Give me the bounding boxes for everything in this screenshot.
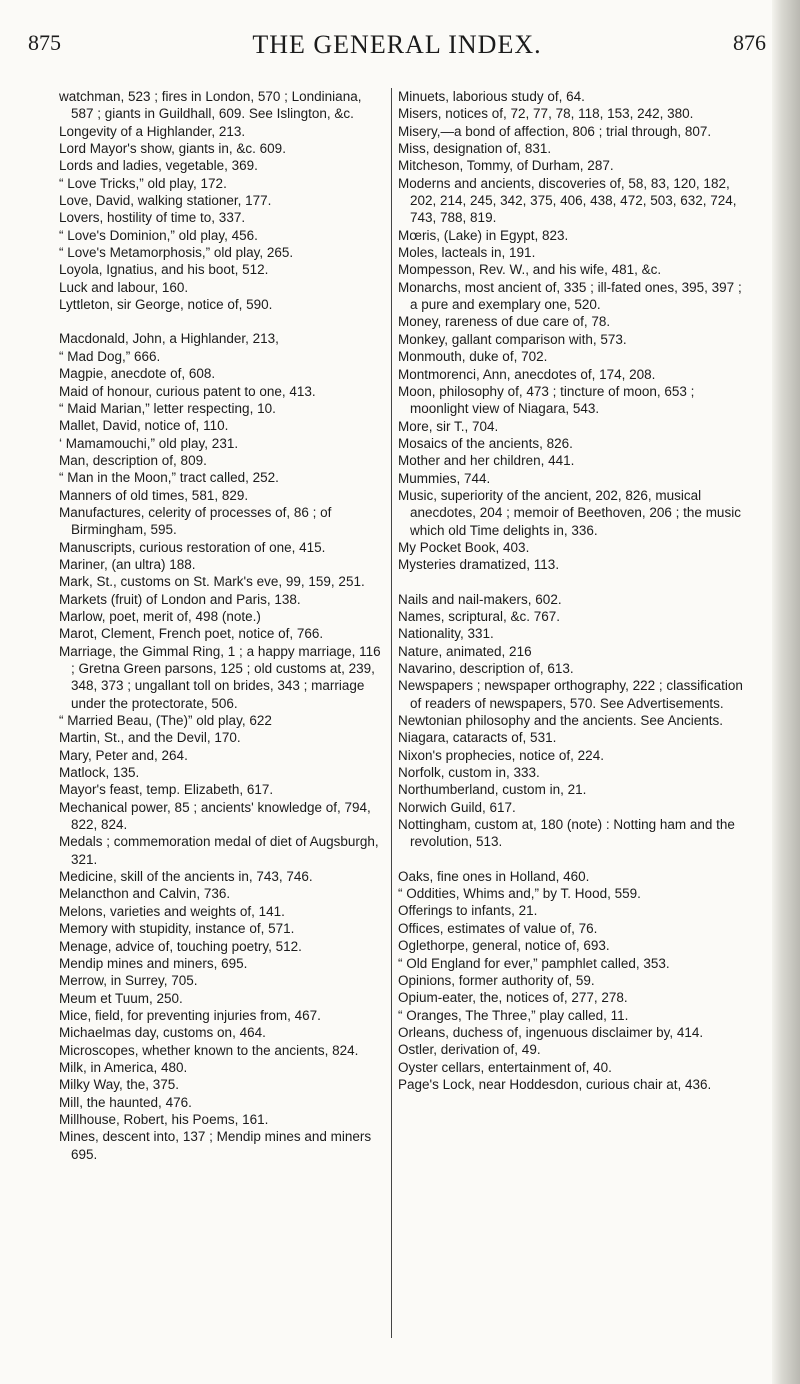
right-index-column (398, 88, 750, 1093)
index-entry: Melons, varieties and weights of, 141. (59, 903, 285, 919)
index-entry: Matlock, 135. (59, 765, 140, 781)
index-entry: “ Love's Dominion,” old play, 456. (59, 227, 258, 243)
index-entry: Nottingham, custom at, 180 (note) : Notting ham and the revolution, 513. (398, 817, 735, 850)
index-entry: ‘ Mamamouchi,” old play, 231. (59, 435, 239, 451)
index-entry: Macdonald, John, a Highlander, 213, (59, 331, 279, 347)
index-entry: “ Mad Dog,” 666. (59, 348, 161, 364)
index-entry: “ Man in the Moon,” tract called, 252. (59, 470, 279, 486)
index-entry: “ Love Tricks,” old play, 172. (59, 175, 227, 191)
index-entry: Offerings to infants, 21. (398, 903, 538, 919)
index-entry: Newspapers ; newspaper orthography, 222 ; classification of readers of newspapers, 570. See Advertisements. (398, 678, 743, 711)
index-entry: Mill, the haunted, 476. (59, 1094, 192, 1110)
index-entry: Mice, field, for preventing injuries from, 467. (59, 1007, 321, 1023)
index-entry: Mechanical power, 85 ; ancients' knowledge of, 794, 822, 824. (59, 799, 371, 833)
index-entry: Mitcheson, Tommy, of Durham, 287. (398, 158, 614, 174)
index-entry: Oyster cellars, entertainment of, 40. (398, 1059, 612, 1075)
left-page-number: 875 (28, 30, 61, 55)
index-entry: Music, superiority of the ancient, 202, 826, musical anecdotes, 204 ; memoir of Beethoven, 206 ; the music which old Time delights in, 336. (398, 487, 741, 538)
index-entry: Mayor's feast, temp. Elizabeth, 617. (59, 782, 274, 798)
index-entry: Mines, descent into, 137 ; Mendip mines and miners 695. (59, 1129, 372, 1162)
index-entry: Meum et Tuum, 250. (59, 990, 183, 1006)
index-entry: Michaelmas day, customs on, 464. (59, 1025, 266, 1041)
index-entry: Mysteries dramatized, 113. (398, 557, 560, 573)
index-entry: Moles, lacteals in, 191. (398, 245, 536, 261)
index-entry: Milky Way, the, 375. (59, 1077, 180, 1093)
index-entry: “ Maid Marian,” letter respecting, 10. (59, 400, 276, 416)
index-entry: Man, description of, 809. (59, 452, 207, 468)
index-entry: Merrow, in Surrey, 705. (59, 973, 198, 989)
index-entry: Lord Mayor's show, giants in, &c. 609. (59, 141, 286, 157)
index-entry: “ Love's Metamorphosis,” old play, 265. (59, 245, 294, 261)
index-entry: Microscopes, whether known to the ancients, 824. (59, 1042, 359, 1058)
index-entry: Loyola, Ignatius, and his boot, 512. (59, 262, 269, 278)
page-title: THE GENERAL INDEX. (252, 30, 542, 59)
index-entry: Monarchs, most ancient of, 335 ; ill-fated ones, 395, 397 ; a pure and exemplary one, 520. (398, 279, 742, 313)
index-entry: More, sir T., 704. (398, 418, 499, 434)
index-entry: Monkey, gallant comparison with, 573. (398, 331, 627, 347)
index-entry: “ Oranges, The Three,” play called, 11. (398, 1007, 629, 1023)
index-entry: Niagara, cataracts of, 531. (398, 730, 557, 746)
index-entry: Ostler, derivation of, 49. (398, 1042, 541, 1058)
index-entry: Mallet, David, notice of, 110. (59, 418, 229, 434)
index-entry: Mary, Peter and, 264. (59, 747, 188, 763)
index-entry: Norfolk, custom in, 333. (398, 765, 540, 781)
index-entry: Nationality, 331. (398, 626, 494, 642)
index-entry: Minuets, laborious study of, 64. (398, 89, 585, 104)
index-entry: Milk, in America, 480. (59, 1059, 188, 1075)
index-entry: Mompesson, Rev. W., and his wife, 481, &c. (398, 262, 662, 278)
index-entry: Oglethorpe, general, notice of, 693. (398, 938, 610, 954)
index-entry: Mendip mines and miners, 695. (59, 955, 248, 971)
index-entry: Oaks, fine ones in Holland, 460. (398, 868, 590, 884)
column-divider (391, 88, 392, 1338)
index-entry: watchman, 523 ; fires in London, 570 ; Londiniana, 587 ; giants in Guildhall, 609. See Islington, &c. (59, 89, 362, 122)
index-entry: Love, David, walking stationer, 177. (59, 193, 272, 209)
index-entry: Medicine, skill of the ancients in, 743, 746. (59, 869, 313, 885)
index-entry: Mœris, (Lake) in Egypt, 823. (398, 227, 569, 243)
running-header (28, 30, 766, 70)
index-entry: Mother and her children, 441. (398, 453, 575, 469)
index-entry: “ Oddities, Whims and,” by T. Hood, 559. (398, 886, 641, 902)
page-edge (772, 0, 800, 1384)
index-entry: Mosaics of the ancients, 826. (398, 435, 573, 451)
index-entry: Moon, philosophy of, 473 ; tincture of moon, 653 ; moonlight view of Niagara, 543. (398, 383, 695, 417)
index-entry: Lords and ladies, vegetable, 369. (59, 158, 258, 174)
index-entry: Melancthon and Calvin, 736. (59, 886, 231, 902)
index-entry: Opinions, former authority of, 59. (398, 972, 595, 988)
index-entry: Manners of old times, 581, 829. (59, 487, 249, 503)
index-entry: Moderns and ancients, discoveries of, 58, 83, 120, 182, 202, 214, 245, 342, 375, 406, 438, 472, 503, 632, 724, 743, 788, 819. (398, 175, 737, 226)
index-entry: Millhouse, Robert, his Poems, 161. (59, 1111, 269, 1127)
index-entry: Names, scriptural, &c. 767. (398, 608, 561, 624)
index-entry: Mariner, (an ultra) 188. (59, 556, 196, 572)
index-entry: “ Old England for ever,” pamphlet called, 353. (398, 955, 670, 971)
left-index-column (59, 88, 385, 1163)
index-entry: Lyttleton, sir George, notice of, 590. (59, 297, 273, 313)
index-entry: Montmorenci, Ann, anecdotes of, 174, 208. (398, 366, 656, 382)
index-entry: Medals ; commemoration medal of diet of Augsburgh, 321. (59, 834, 379, 867)
index-entry: Opium-eater, the, notices of, 277, 278. (398, 990, 628, 1006)
index-entry: Page's Lock, near Hoddesdon, curious chair at, 436. (398, 1076, 712, 1092)
index-entry: Nails and nail-makers, 602. (398, 591, 562, 607)
index-entry: Northumberland, custom in, 21. (398, 782, 587, 798)
index-entry: Martin, St., and the Devil, 170. (59, 730, 241, 746)
index-entry: “ Married Beau, (The)” old play, 622 (59, 713, 272, 729)
index-entry: Nature, animated, 216 (398, 643, 532, 659)
index-entry: Markets (fruit) of London and Paris, 138. (59, 591, 301, 607)
index-entry: Memory with stupidity, instance of, 571. (59, 921, 295, 937)
index-entry: Marriage, the Gimmal Ring, 1 ; a happy marriage, 116 ; Gretna Green parsons, 125 ; old customs at, 239, 348, 373 ; ungallant toll on brides, 343 ; marriage under the protectorate, 506. (59, 643, 381, 711)
index-entry: Magpie, anecdote of, 608. (59, 366, 216, 382)
index-entry: Marlow, poet, merit of, 498 (note.) (59, 608, 261, 624)
index-entry: Misery,—a bond of affection, 806 ; trial through, 807. (398, 123, 712, 139)
index-entry: Offices, estimates of value of, 76. (398, 920, 598, 936)
index-entry: Lovers, hostility of time to, 337. (59, 210, 246, 226)
index-entry: Newtonian philosophy and the ancients. See Ancients. (398, 713, 723, 729)
index-entry: Manufactures, celerity of processes of, 86 ; of Birmingham, 595. (59, 504, 332, 538)
index-entry: Norwich Guild, 617. (398, 799, 516, 815)
index-entry: Miss, designation of, 831. (398, 141, 552, 157)
index-entry: Maid of honour, curious patent to one, 413. (59, 383, 316, 399)
index-entry: Money, rareness of due care of, 78. (398, 314, 611, 330)
index-entry: Orleans, duchess of, ingenuous disclaimer by, 414. (398, 1024, 704, 1040)
index-entry: Monmouth, duke of, 702. (398, 349, 548, 365)
index-entry: Longevity of a Highlander, 213. (59, 123, 246, 139)
index-entry: My Pocket Book, 403. (398, 539, 530, 555)
right-page-number: 876 (733, 30, 766, 55)
index-entry: Nixon's prophecies, notice of, 224. (398, 747, 604, 763)
index-entry: Misers, notices of, 72, 77, 78, 118, 153, 242, 380. (398, 106, 694, 122)
index-entry: Navarino, description of, 613. (398, 661, 574, 676)
index-entry: Mummies, 744. (398, 470, 491, 486)
index-entry: Mark, St., customs on St. Mark's eve, 99, 159, 251. (59, 574, 365, 590)
index-entry: Luck and labour, 160. (59, 279, 189, 295)
index-entry: Marot, Clement, French poet, notice of, 766. (59, 626, 324, 642)
index-entry: Manuscripts, curious restoration of one, 415. (59, 539, 326, 555)
index-entry: Menage, advice of, touching poetry, 512. (59, 938, 302, 954)
